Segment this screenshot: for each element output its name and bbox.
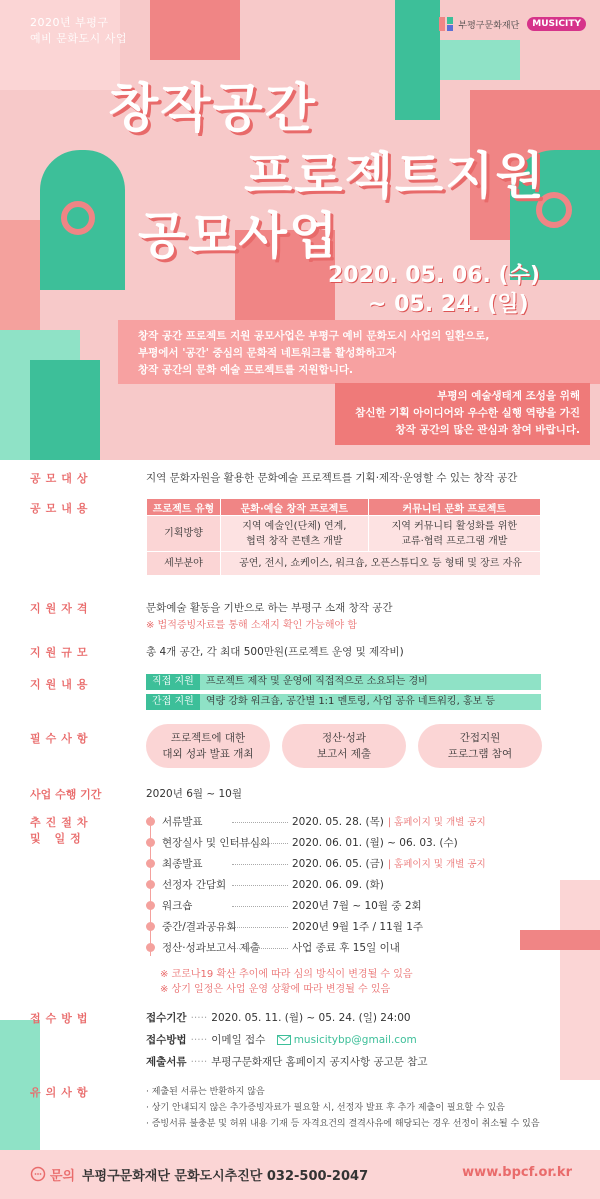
- invitation-line: 부평의 예술생태계 조성을 위해: [437, 390, 580, 402]
- email-link[interactable]: musicitybp@gmail.com: [293, 1034, 417, 1046]
- qualification-label: 지원자격: [30, 602, 93, 615]
- schedule-name: 정산·성과보고서 제출: [162, 942, 260, 954]
- target-label: 공모대상: [30, 472, 93, 485]
- apply-value: 이메일 접수: [211, 1034, 266, 1046]
- organizer-line-1: 2020년 부평구: [30, 16, 109, 29]
- target-text: 지역 문화자원을 활용한 문화예술 프로젝트를 기획·제작·운영할 수 있는 창작 공간: [146, 472, 518, 484]
- contact-label: 문의: [50, 1169, 76, 1184]
- title-line-2: 프로젝트지원: [244, 147, 546, 205]
- invitation-box: [335, 383, 590, 445]
- invitation-line: 창작 공간의 많은 관심과 참여 바랍니다.: [395, 424, 580, 436]
- required-item: [146, 724, 270, 768]
- logo-group: [438, 16, 586, 32]
- schedule-note: ※ 코로나19 확산 추이에 따라 심의 방식이 변경될 수 있음: [160, 969, 413, 980]
- apply-method: 접수방법 ····· 이메일 접수 musicitybp@gmail.com: [146, 1034, 417, 1046]
- table-header: 커뮤니티 문화 프로젝트: [368, 499, 540, 516]
- support-text: 프로젝트 제작 및 운영에 직접적으로 소요되는 경비: [205, 676, 428, 687]
- table-cell: 지역 커뮤니티 활성화를 위한 교류·협력 프로그램 개발: [368, 516, 540, 552]
- schedule-name: 워크숍: [162, 900, 193, 912]
- schedule-item: [146, 814, 566, 830]
- table-cell: 공연, 전시, 쇼케이스, 워크숍, 오픈스튜디오 등 형태 및 장르 자유: [221, 552, 541, 576]
- caution-label: 유의사항: [30, 1086, 93, 1099]
- leader-dots: [232, 906, 288, 907]
- caution-item: · 상기 안내되지 않은 추가증빙자료가 필요할 시, 선정자 발표 후 추가 제출이 필요할 수 있음: [146, 1103, 505, 1113]
- period-end: ~ 05. 24. (일): [368, 292, 529, 317]
- mail-icon: [277, 1035, 291, 1045]
- table-row-head: 기획방향: [147, 516, 221, 552]
- caution-item: · 제출된 서류는 반환하지 않음: [146, 1087, 265, 1097]
- schedule-name: 선정자 간담회: [162, 879, 227, 891]
- schedule-note: ※ 상기 일정은 사업 운영 상황에 따라 변경될 수 있음: [160, 984, 391, 995]
- invitation-line: 참신한 기획 아이디어와 우수한 실행 역량을 가진: [355, 407, 580, 419]
- intro-box: [118, 320, 600, 384]
- schedule-label: 및 일정: [30, 832, 86, 845]
- apply-period: 접수기간 ····· 2020. 05. 11. (월) ~ 05. 24. (일) 24:00: [146, 1012, 411, 1024]
- leader-dots: [232, 948, 288, 949]
- table-header: 프로젝트 유형: [147, 499, 221, 516]
- apply-key: 접수방법: [146, 1034, 187, 1046]
- schedule-label: 추진절차: [30, 816, 93, 829]
- support-text: 역량 강화 워크숍, 공간별 1:1 멘토링, 사업 공유 네트워킹, 홍보 등: [205, 696, 496, 707]
- schedule-name: 최종발표: [162, 858, 203, 870]
- timeline-dot: [146, 817, 155, 826]
- schedule-item: [146, 856, 566, 872]
- period-label: 사업 수행 기간: [30, 788, 102, 801]
- schedule-name: 서류발표: [162, 816, 203, 828]
- required-item-line: 간접지원: [459, 732, 501, 744]
- info-section: [0, 460, 600, 1150]
- qualification-note: ※ 법적증빙자료를 통해 소재지 확인 가능해야 함: [146, 620, 357, 631]
- content-table: [146, 498, 541, 576]
- leader-dots: [232, 843, 288, 844]
- schedule-date: 2020. 06. 05. (금) | 홈페이지 및 개별 공지: [292, 858, 486, 870]
- leader-dots: [232, 864, 288, 865]
- schedule-name: 중간/결과공유회: [162, 921, 237, 933]
- support-row-direct: [146, 674, 541, 690]
- chat-bubble-icon: [30, 1166, 46, 1182]
- timeline-dot: [146, 901, 155, 910]
- bpcf-logo-icon: [438, 16, 454, 32]
- apply-label: 접수방법: [30, 1012, 93, 1025]
- apply-key: 접수기간: [146, 1012, 187, 1024]
- timeline-dot: [146, 943, 155, 952]
- deco-block: [560, 880, 600, 1080]
- intro-line: 창작 공간 프로젝트 지원 공모사업은 부평구 예비 문화도시 사업의 일환으로,: [138, 330, 490, 342]
- scale-text: 총 4개 공간, 각 최대 500만원(프로젝트 운영 및 제작비): [146, 646, 404, 658]
- period-start: 2020. 05. 06. (수): [328, 263, 540, 288]
- contact-info: 부평구문화재단 문화도시추진단 032-500-2047: [82, 1169, 369, 1184]
- title-line-1: 창작공간: [108, 79, 317, 139]
- deco-block: [395, 0, 440, 120]
- schedule-name: 현장실사 및 인터뷰심의: [162, 837, 271, 849]
- schedule-date: 2020. 06. 01. (월) ~ 06. 03. (수): [292, 837, 458, 849]
- apply-value: 2020. 05. 11. (월) ~ 05. 24. (일) 24:00: [211, 1012, 411, 1024]
- intro-line: 창작 공간의 문화 예술 프로젝트를 지원합니다.: [138, 364, 353, 376]
- required-item: [282, 724, 406, 768]
- required-item-line: 보고서 제출: [316, 748, 372, 760]
- schedule-item: [146, 919, 566, 935]
- table-row-head: 세부분야: [147, 552, 221, 576]
- schedule-item: [146, 898, 566, 914]
- timeline-dot: [146, 880, 155, 889]
- schedule-date: 2020년 7월 ~ 10월 중 2회: [292, 900, 422, 912]
- organizer-line-2: 예비 문화도시 사업: [30, 32, 128, 45]
- support-label: 지원내용: [30, 678, 93, 691]
- caution-item: · 증빙서류 불충분 및 허위 내용 기재 등 자격요건의 결격사유에 해당되는 경우 선정이 취소될 수 있음: [146, 1119, 540, 1129]
- schedule-date: 2020년 9월 1주 / 11월 1주: [292, 921, 424, 933]
- deco-block: [30, 360, 100, 460]
- deco-block: [440, 40, 520, 80]
- schedule-date: 2020. 05. 28. (목) | 홈페이지 및 개별 공지: [292, 816, 486, 828]
- required-label: 필수사항: [30, 732, 93, 745]
- schedule-date: 사업 종료 후 15일 이내: [292, 942, 400, 954]
- support-tag: 직접 지원: [146, 674, 200, 690]
- timeline-dot: [146, 922, 155, 931]
- table-header: 문화·예술 창작 프로젝트: [221, 499, 369, 516]
- schedule-note: | 홈페이지 및 개별 공지: [387, 859, 486, 870]
- leader-dots: [232, 822, 288, 823]
- schedule-item: [146, 835, 566, 851]
- schedule-date: 2020. 06. 09. (화): [292, 879, 384, 891]
- deco-block: [150, 0, 240, 60]
- apply-key: 제출서류: [146, 1056, 187, 1068]
- title-line-3: 공모사업: [138, 207, 340, 265]
- table-cell: 지역 예술인(단체) 연계, 협력 창작 콘텐츠 개발: [221, 516, 369, 552]
- content-label: 공모내용: [30, 502, 93, 515]
- scale-label: 지원규모: [30, 646, 93, 659]
- required-item-line: 정산·성과: [322, 732, 366, 744]
- timeline-dot: [146, 838, 155, 847]
- leader-dots: [232, 927, 288, 928]
- bpcf-logo: [438, 16, 519, 32]
- period-text: 2020년 6월 ~ 10월: [146, 788, 243, 800]
- ring-icon: [60, 200, 96, 236]
- required-item-line: 프로젝트에 대한: [170, 732, 246, 744]
- bpcf-logo-text: 부평구문화재단: [458, 20, 520, 31]
- schedule-note: | 홈페이지 및 개별 공지: [387, 817, 486, 828]
- musicity-logo: MUSICITY: [527, 17, 586, 31]
- intro-line: 부평에서 '공간' 중심의 문화적 네트워크를 활성화하고자: [138, 347, 396, 359]
- website-link[interactable]: www.bpcf.or.kr: [462, 1165, 572, 1180]
- support-tag: 간접 지원: [146, 694, 200, 710]
- support-row-indirect: [146, 694, 541, 710]
- timeline-dot: [146, 859, 155, 868]
- qualification-text: 문화예술 활동을 기반으로 하는 부평구 소재 창작 공간: [146, 602, 393, 614]
- hero-banner: [0, 0, 600, 460]
- required-item: [418, 724, 542, 768]
- apply-docs: 제출서류 ····· 부평구문화재단 홈페이지 공지사항 공고문 참고: [146, 1056, 428, 1068]
- leader-dots: [232, 885, 288, 886]
- apply-value: 부평구문화재단 홈페이지 공지사항 공고문 참고: [211, 1056, 428, 1068]
- schedule-item: [146, 877, 566, 893]
- required-item-line: 프로그램 참여: [447, 748, 513, 760]
- schedule-item: [146, 940, 566, 956]
- required-item-line: 대외 성과 발표 개최: [162, 748, 254, 760]
- footer: [0, 1150, 600, 1199]
